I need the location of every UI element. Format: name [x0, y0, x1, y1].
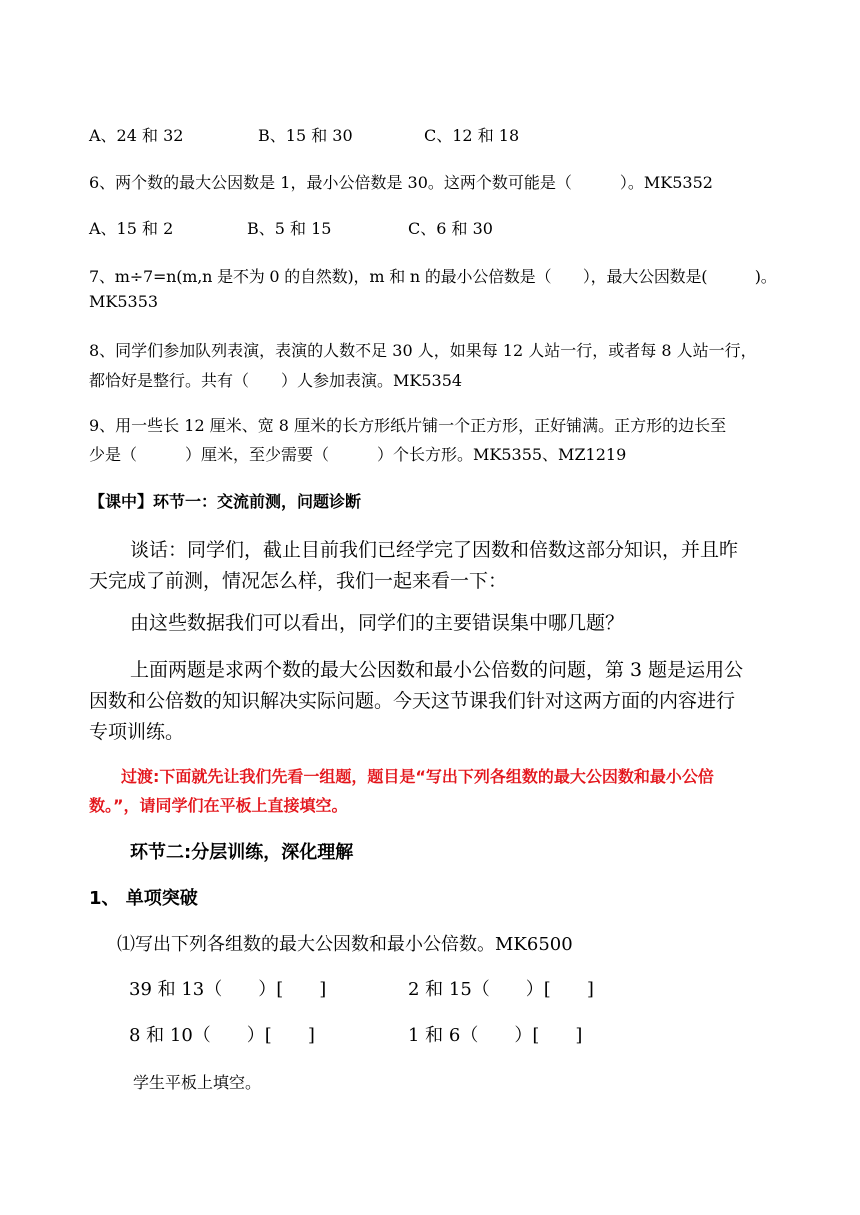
transition-line1: 过渡:下面就先让我们先看一组题，题目是“写出下列各组数的最大公因数和最小公倍 [121, 767, 714, 786]
question-7-line2: MK5353 [89, 292, 159, 311]
section-1-heading: 【课中】环节一：交流前测，问题诊断 [89, 492, 362, 511]
q6-option-c: C、6 和 30 [408, 219, 493, 238]
question-8-line2: 都恰好是整行。共有（ ）人参加表演。MK5354 [89, 371, 463, 390]
q5-option-a: A、24 和 32 [89, 126, 184, 145]
talk-paragraph-3-line1: 上面两题是求两个数的最大公因数和最小公倍数的问题，第 3 题是运用公 [130, 659, 744, 681]
exercise-item-3: 8 和 10（ ）[ ] [129, 1025, 315, 1046]
question-9-line1: 9、用一些长 12 厘米、宽 8 厘米的长方形纸片铺一个正方形，正好铺满。正方形的边长至 [89, 416, 727, 435]
question-6: 6、两个数的最大公因数是 1，最小公倍数是 30。这两个数可能是（ ）。MK5352 [89, 173, 713, 192]
talk-paragraph-3-line2: 因数和公倍数的知识解决实际问题。今天这节课我们针对这两方面的内容进行 [89, 690, 736, 712]
talk-paragraph-1-line1: 谈话：同学们，截止目前我们已经学完了因数和倍数这部分知识，并且昨 [130, 539, 739, 561]
q5-option-b: B、15 和 30 [258, 126, 353, 145]
exercise-item-4: 1 和 6（ ）[ ] [408, 1025, 583, 1046]
talk-paragraph-2: 由这些数据我们可以看出，同学们的主要错误集中哪几题？ [130, 612, 625, 634]
question-7-line1: 7、m÷7=n(m,n 是不为 0 的自然数)，m 和 n 的最小公倍数是（ ），最大公因数是( )。 [89, 267, 777, 286]
subsection-1-heading: 1、 单项突破 [89, 888, 198, 909]
question-9-line2: 少是（ ）厘米，至少需要（ ）个长方形。MK5355、MZ1219 [89, 445, 627, 464]
question-8-line1: 8、同学们参加队列表演，表演的人数不足 30 人，如果每 12 人站一行，或者每 8 人站一行， [89, 341, 757, 360]
q6-option-b: B、5 和 15 [247, 219, 332, 238]
student-note: 学生平板上填空。 [133, 1073, 262, 1092]
exercise-item-2: 2 和 15（ ）[ ] [408, 979, 594, 1000]
transition-line2: 数。”，请同学们在平板上直接填空。 [89, 796, 348, 815]
q6-option-a: A、15 和 2 [89, 219, 174, 238]
talk-paragraph-1-line2: 天完成了前测，情况怎么样，我们一起来看一下： [89, 570, 508, 592]
exercise-item-1: 39 和 13（ ）[ ] [129, 979, 327, 1000]
section-2-heading: 环节二:分层训练，深化理解 [130, 842, 354, 863]
exercise-prompt: ⑴写出下列各组数的最大公因数和最小公倍数。MK6500 [117, 934, 573, 955]
talk-paragraph-3-line3: 专项训练。 [89, 721, 185, 743]
q5-option-c: C、12 和 18 [424, 126, 520, 145]
